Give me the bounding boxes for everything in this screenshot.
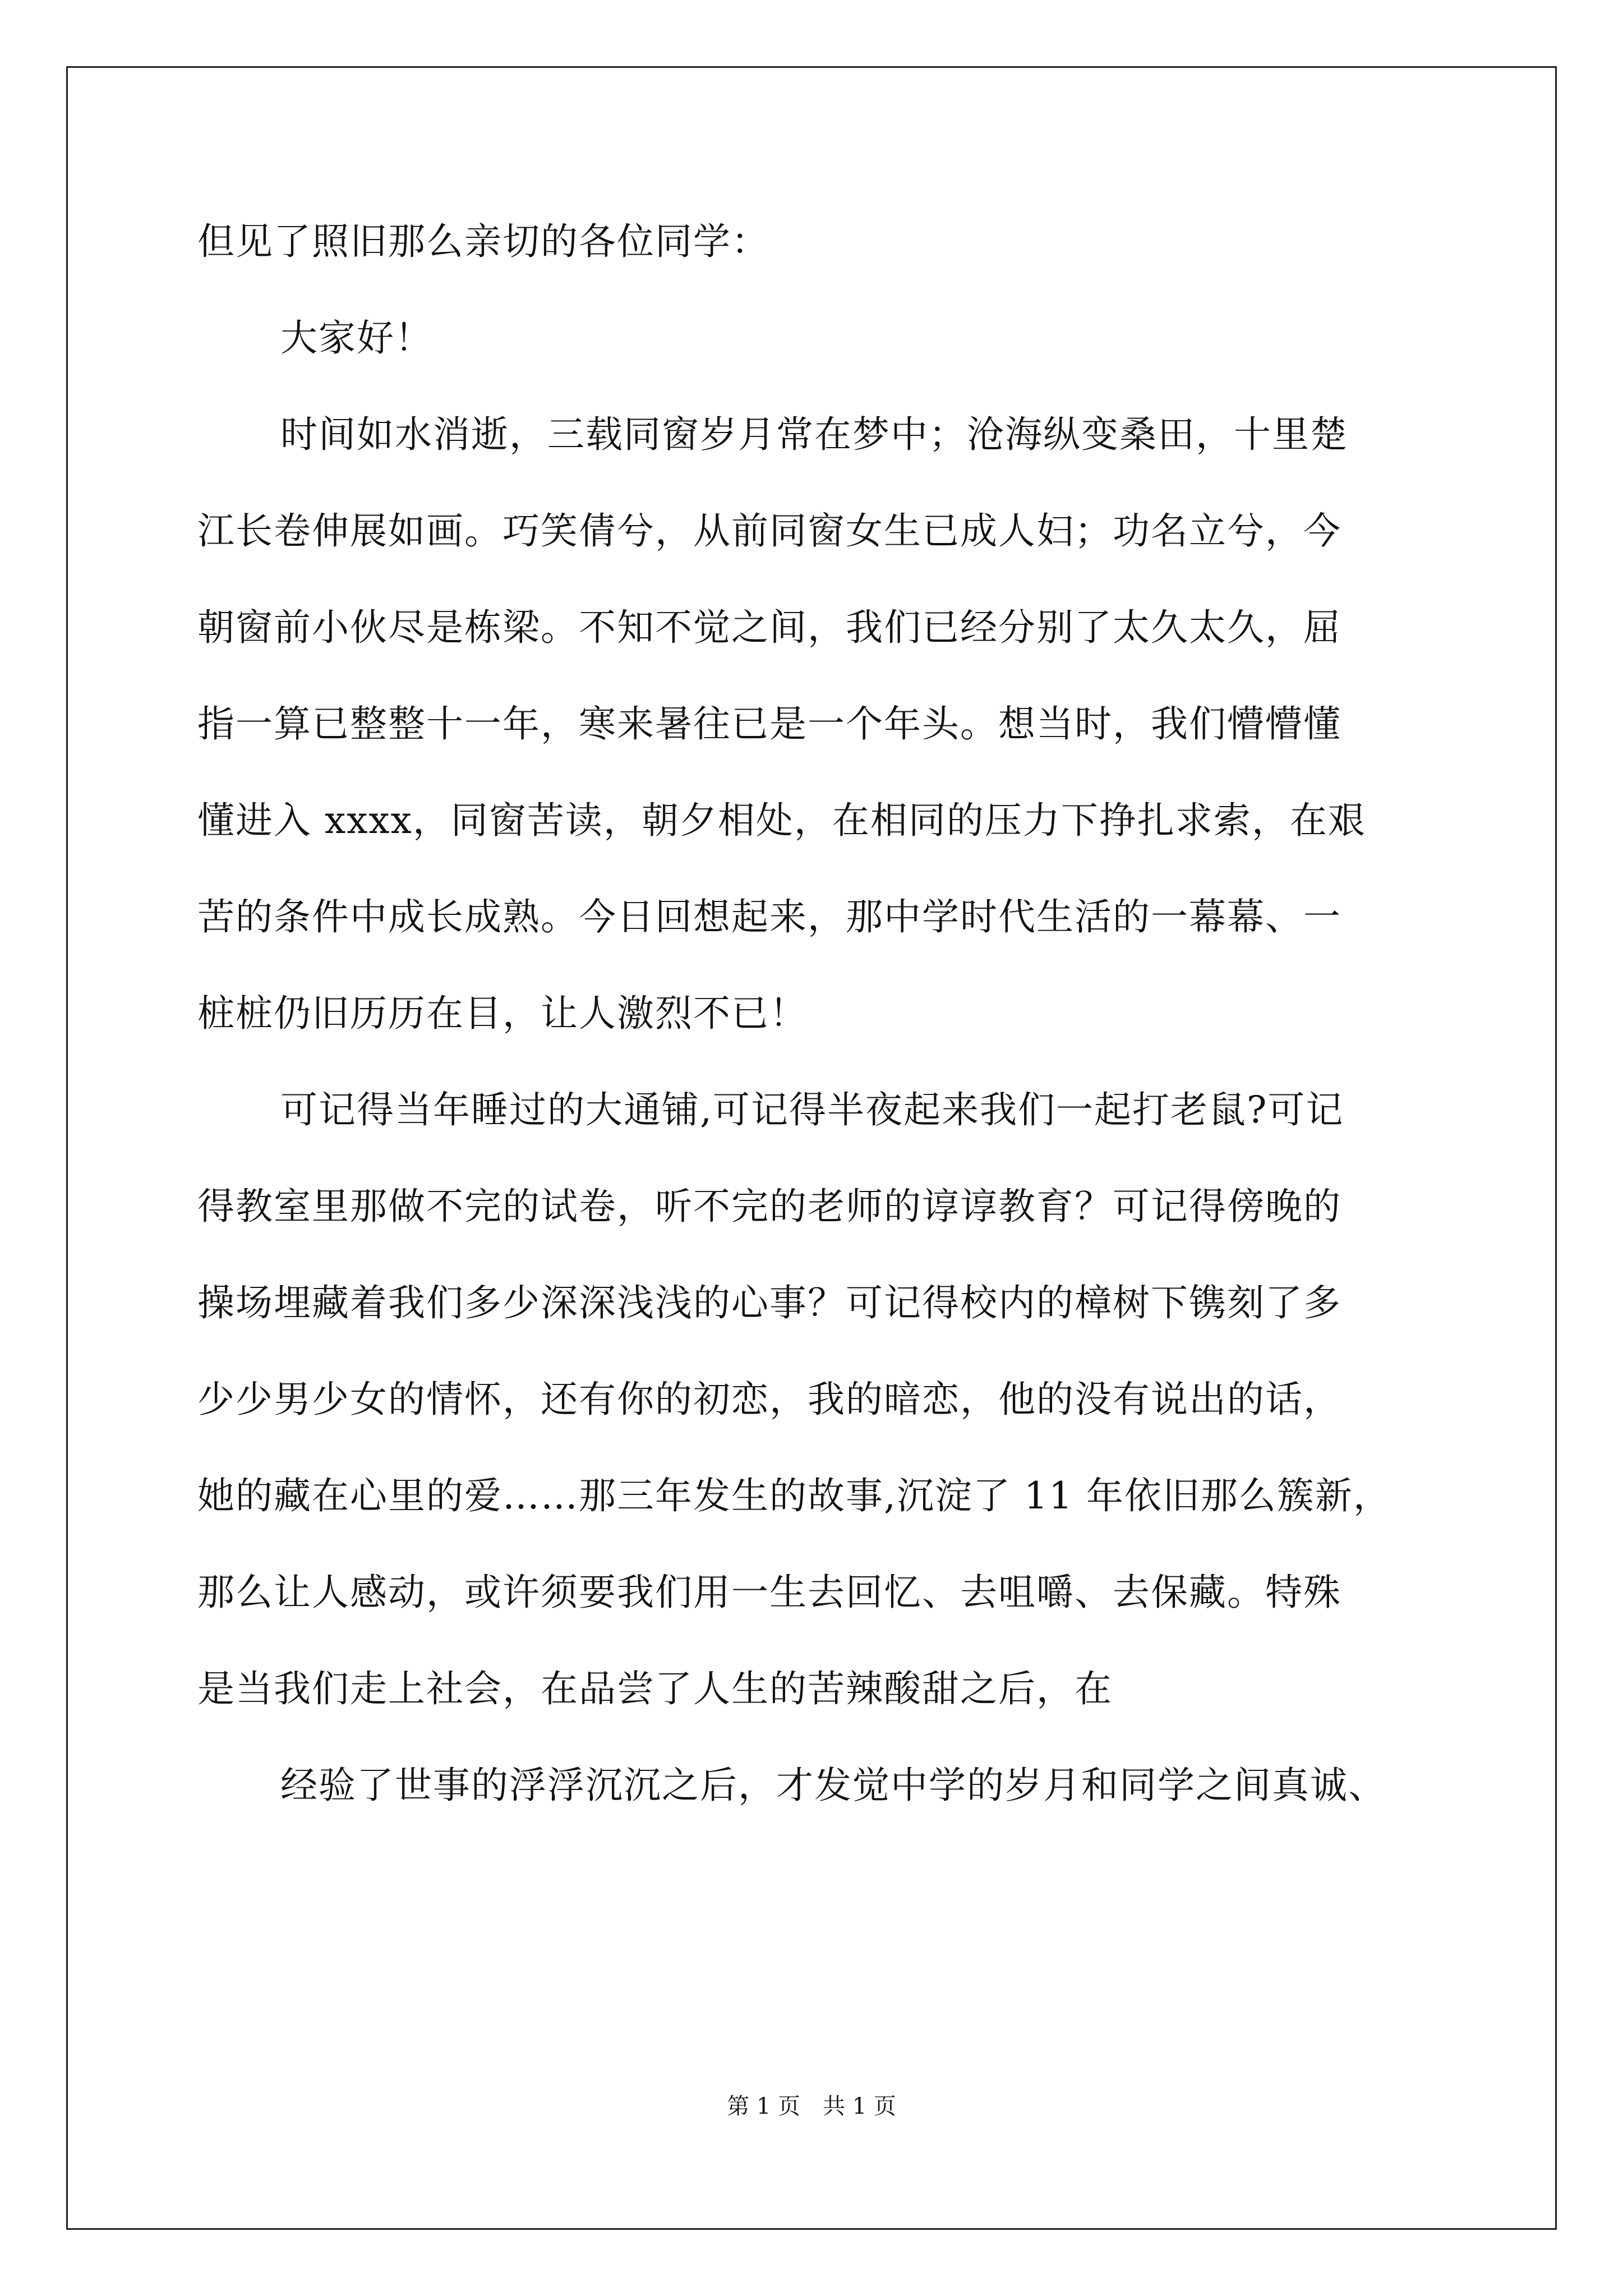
text-line: 她的藏在心里的爱……那三年发生的故事,沉淀了 11 年依旧那么簇新， (197, 1474, 1391, 1517)
text-line: 得教室里那做不完的试卷，听不完的老师的谆谆教育？可记得傍晚的 (197, 1185, 1341, 1228)
text-line: 江长卷伸展如画。巧笑倩兮，从前同窗女生已成人妇；功名立兮，今 (197, 509, 1341, 553)
text-line: 大家好！ (280, 316, 433, 360)
text-line: 苦的条件中成长成熟。今日回想起来，那中学时代生活的一幕幕、一 (197, 895, 1341, 938)
text-line: 那么让人感动，或许须要我们用一生去回忆、去咀嚼、去保藏。特殊 (197, 1571, 1341, 1614)
document-body (197, 194, 1487, 1834)
text-line: 懂进入 xxxx，同窗苦读，朝夕相处，在相同的压力下挣扎求索，在艰 (197, 799, 1366, 842)
text-line: 经验了世事的浮浮沉沉之后，才发觉中学的岁月和同学之间真诚、 (280, 1764, 1386, 1807)
text-line: 桩桩仍旧历历在目，让人激烈不已！ (197, 992, 808, 1035)
page-number-label: 第 1 页 共 1 页 (727, 2093, 896, 2119)
text-line: 可记得当年睡过的大通铺,可记得半夜起来我们一起打老鼠?可记 (280, 1088, 1344, 1131)
page-footer (0, 2090, 1623, 2123)
text-line: 少少男少女的情怀，还有你的初恋，我的暗恋，他的没有说出的话， (197, 1378, 1341, 1421)
text-line: 操场埋藏着我们多少深深浅浅的心事？可记得校内的樟树下镌刻了多 (197, 1281, 1341, 1324)
text-line: 时间如水消逝，三载同窗岁月常在梦中；沧海纵变桑田，十里楚 (280, 413, 1348, 456)
text-line: 但见了照旧那么亲切的各位同学： (197, 220, 769, 263)
text-line: 朝窗前小伙尽是栋梁。不知不觉之间，我们已经分别了太久太久，屈 (197, 606, 1341, 649)
text-line: 指一算已整整十一年，寒来暑往已是一个年头。想当时，我们懵懵懂 (197, 702, 1341, 746)
text-line: 是当我们走上社会，在品尝了人生的苦辣酸甜之后，在 (197, 1667, 1113, 1710)
